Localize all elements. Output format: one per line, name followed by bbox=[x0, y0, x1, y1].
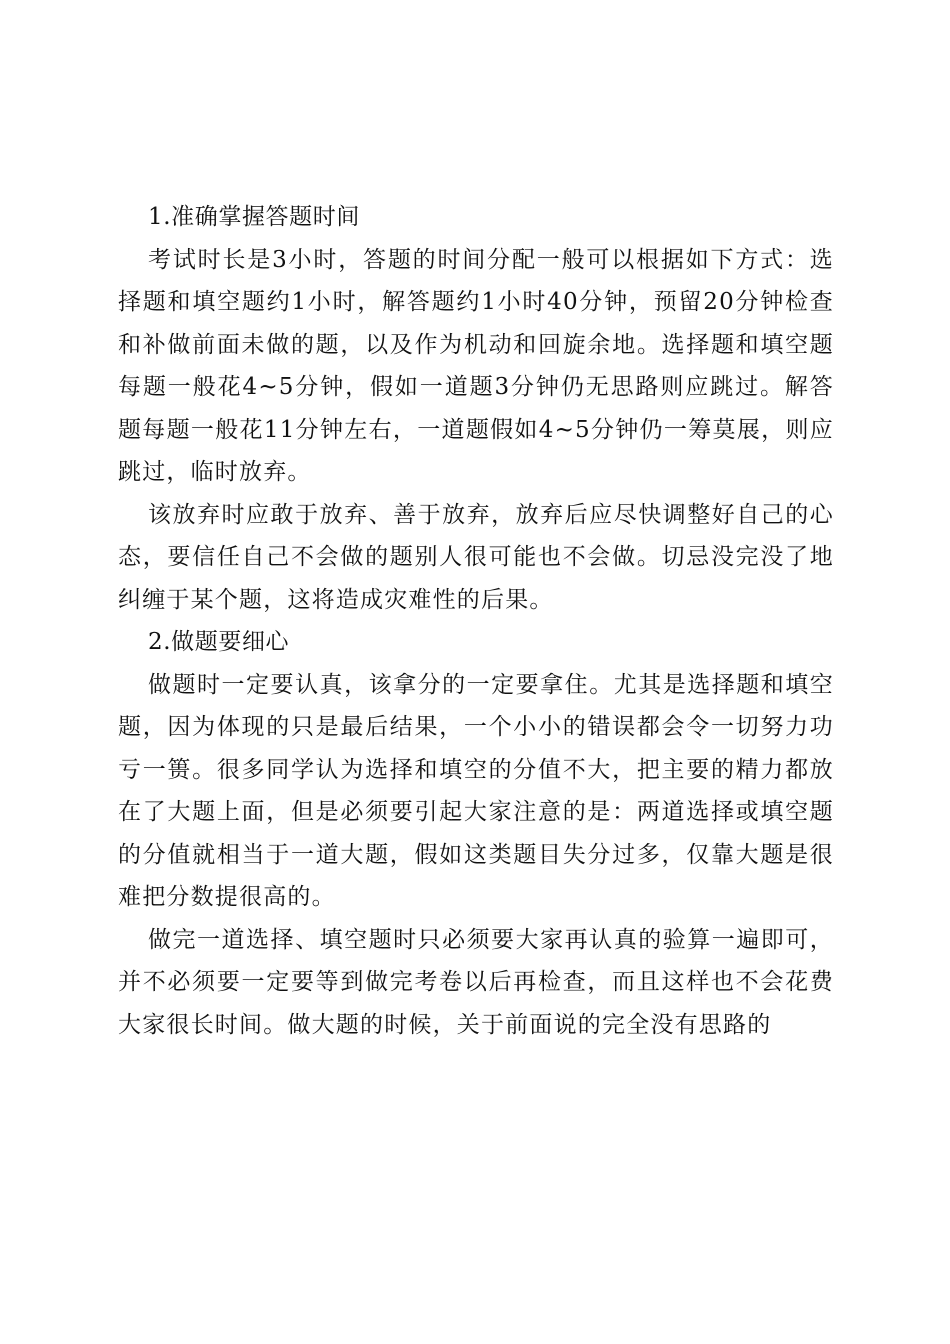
paragraph-time-allocation: 考试时长是3小时，答题的时间分配一般可以根据如下方式：选择题和填空题约1小时，解答题约1小时40分钟，预留20分钟检查和补做前面未做的题，以及作为机动和回旋余地。选择题和填空题每题一般花4~5分钟，假如一道题3分钟仍无思路则应跳过。解答题每题一般花11分钟左右，一道题假如4~5分钟仍一筹莫展，则应跳过，临时放弃。 bbox=[118, 246, 834, 485]
paragraph-check: 做完一道选择、填空题时只必须要大家再认真的验算一遍即可，并不必须要一定要等到做完考卷以后再检查，而且这样也不会花费大家很长时间。做大题的时候，关于前面说的完全没有思路的 bbox=[118, 926, 834, 1038]
section-heading-time: 1.准确掌握答题时间 bbox=[148, 204, 360, 230]
paragraph-give-up: 该放弃时应敢于放弃、善于放弃，放弃后应尽快调整好自己的心态，要信任自己不会做的题别人很可能也不会做。切忌没完没了地纠缠于某个题，这将造成灾难性的后果。 bbox=[118, 501, 834, 613]
section-heading-careful: 2.做题要细心 bbox=[148, 629, 290, 655]
paragraph-careful: 做题时一定要认真，该拿分的一定要拿住。尤其是选择题和填空题，因为体现的只是最后结果，一个小小的错误都会令一切努力功亏一篑。很多同学认为选择和填空的分值不大，把主要的精力都放在了大题上面，但是必须要引起大家注意的是：两道选择或填空题的分值就相当于一道大题，假如这类题目失分过多，仅靠大题是很难把分数提很高的。 bbox=[118, 671, 834, 910]
document-body bbox=[118, 196, 834, 1046]
